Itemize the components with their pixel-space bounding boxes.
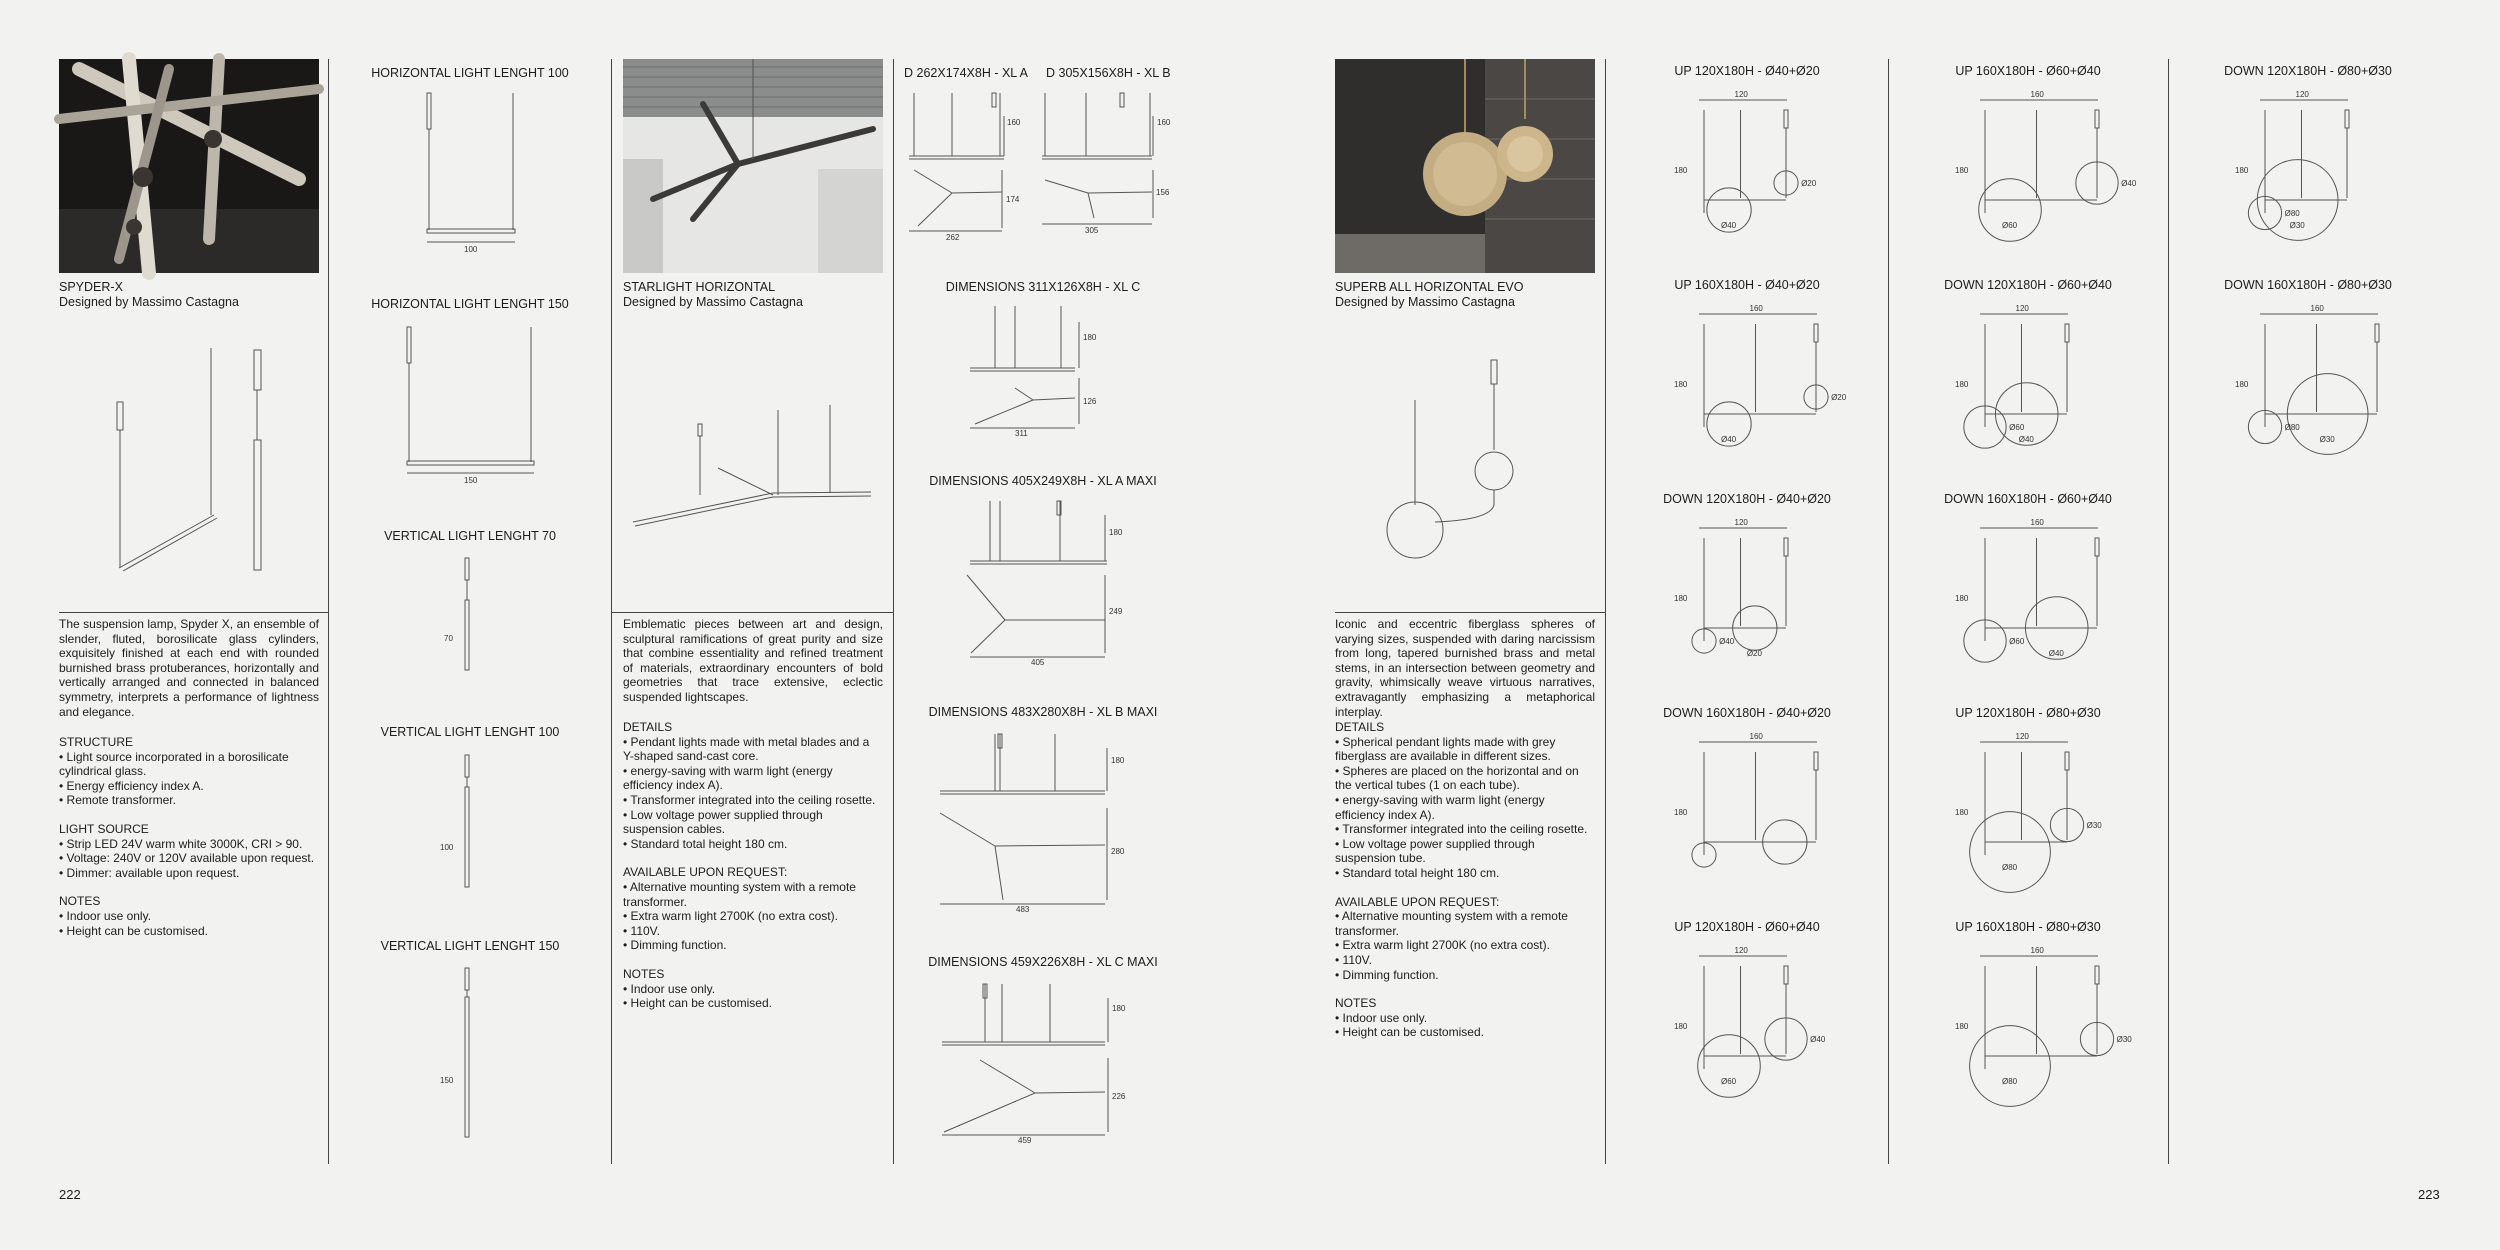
dimension-label: 180 (1674, 808, 1688, 817)
list-item: • Dimming function. (623, 938, 727, 953)
variant-label: DOWN 120X180H - Ø40+Ø20 (1663, 492, 1831, 506)
variant-label: UP 120X180H - Ø60+Ø40 (1674, 920, 1820, 934)
list-item: • Light source incorporated in a borosilicate cylindrical glass. (59, 749, 289, 779)
dimension-label: 180 (1674, 380, 1688, 389)
dimension-label: 180 (1111, 756, 1125, 765)
dimension-label: 160 (1007, 118, 1021, 127)
list-item: • Pendant lights made with metal blades and a Y-shaped sand-cast core. (623, 734, 870, 764)
dimension-label: 150 (464, 476, 478, 485)
divider (893, 59, 894, 1164)
list-item: • Standard total height 180 cm. (623, 836, 788, 851)
list-item: • Height can be customised. (59, 923, 208, 938)
variant-drawing (940, 978, 1126, 1153)
dimension-label: 160 (1157, 118, 1171, 127)
dimension-label: Ø60 (1721, 1077, 1737, 1086)
list-item: • 110V. (1335, 952, 1372, 967)
starlight-description-text: Emblematic pieces between art and design, sculptural ramifications of great purity and size that combine essentiality and refined treatment of materials, extraordinary encounters of bold geometries that trace extensive, eclectic suspended lightscapes. (623, 617, 883, 704)
variant-label: DOWN 160X180H - Ø80+Ø30 (2224, 278, 2392, 292)
dimension-label: 100 (464, 245, 478, 254)
list-item: • Alternative mounting system with a remote transformer. (623, 879, 856, 909)
variant-drawing (400, 322, 545, 487)
spyder-title: SPYDER-X (59, 280, 123, 294)
section-heading: AVAILABLE UPON REQUEST: (1335, 894, 1500, 909)
spyder-photo (59, 59, 319, 273)
starlight-photo (623, 59, 883, 273)
list-item: • Alternative mounting system with a remote transformer. (1335, 909, 1568, 938)
dimension-label: 180 (1109, 528, 1123, 537)
variant-label: DOWN 120X180H - Ø60+Ø40 (1944, 278, 2112, 292)
list-item: • Spheres are placed on the horizontal and on the vertical tubes (1 on each tube). (1335, 763, 1579, 793)
dimension-label: 483 (1016, 905, 1030, 914)
dimension-label: Ø40 (1719, 637, 1735, 646)
dimension-label: 180 (1955, 166, 1969, 175)
starlight-designer: Designed by Massimo Castagna (623, 295, 803, 309)
variant-drawing (1953, 88, 2137, 258)
superb-title-block (1335, 280, 1523, 310)
variant-label: UP 120X180H - Ø40+Ø20 (1674, 64, 1820, 78)
divider (328, 59, 329, 1164)
variant-drawing (440, 555, 500, 675)
list-item: • Dimming function. (1335, 967, 1439, 982)
list-item: • Low voltage power supplied through suspension cables. (623, 807, 823, 837)
dimension-label: 180 (1083, 333, 1097, 342)
dimension-label: 180 (1955, 594, 1969, 603)
variant-drawing (965, 300, 1105, 440)
list-item: • Transformer integrated into the ceiling rosette. (1335, 822, 1588, 837)
page-number-right: 223 (2418, 1187, 2440, 1202)
variant-label: DOWN 160X180H - Ø40+Ø20 (1663, 706, 1831, 720)
variant-drawing (1672, 730, 1842, 900)
variant-label: D 305X156X8H - XL B (1046, 66, 1171, 80)
dimension-label: 150 (440, 1076, 454, 1085)
variant-drawing (1040, 88, 1180, 243)
divider (2168, 59, 2169, 1164)
dimension-label: 120 (1734, 518, 1748, 527)
dimension-label: Ø60 (2009, 637, 2025, 646)
dimension-label: 126 (1083, 397, 1097, 406)
superb-description-text: Iconic and eccentric fiberglass spheres of varying sizes, suspended with daring narcissism from long, tapered burnished brass and metal stems, in an intersection between geometry and gravity, whimsically weave virtuous narratives, extravagantly emphasizing a metaphorical interplay. (1335, 617, 1595, 719)
section-heading: NOTES (1335, 996, 1377, 1011)
dimension-label: 180 (2235, 380, 2249, 389)
superb-title: SUPERB ALL HORIZONTAL EVO (1335, 280, 1524, 294)
list-item: • Dimmer: available upon request. (59, 865, 240, 880)
list-item: • Low voltage power supplied through suspension tube. (1335, 836, 1535, 866)
section-heading: STRUCTURE (59, 735, 133, 749)
variant-label: DIMENSIONS 405X249X8H - XL A MAXI (929, 474, 1157, 488)
variant-drawing (1953, 302, 2123, 472)
dimension-label: 180 (2235, 166, 2249, 175)
variant-drawing (904, 88, 1034, 243)
list-item: • Remote transformer. (59, 793, 176, 808)
dimension-label: 180 (1955, 808, 1969, 817)
dimension-label: 156 (1156, 188, 1170, 197)
dimension-label: 160 (2030, 90, 2044, 99)
spyder-title-block (59, 280, 239, 310)
spyder-description (59, 617, 319, 733)
superb-photo (1335, 59, 1595, 273)
dimension-label: 70 (444, 634, 453, 643)
page-number-left: 222 (59, 1187, 81, 1202)
variant-drawing (935, 728, 1125, 918)
superb-details (1335, 720, 1595, 1054)
starlight-title-block (623, 280, 803, 310)
dimension-label: Ø30 (2086, 821, 2102, 830)
section-heading: AVAILABLE UPON REQUEST: (623, 865, 788, 880)
dimension-label: 180 (1674, 166, 1688, 175)
dimension-label: 120 (1734, 946, 1748, 955)
variant-label: HORIZONTAL LIGHT LENGHT 150 (371, 297, 569, 311)
dimension-label: Ø60 (2002, 221, 2018, 230)
spyder-main-drawing (59, 340, 319, 580)
spyder-designer: Designed by Massimo Castagna (59, 295, 239, 309)
dimension-label: Ø30 (2116, 1035, 2132, 1044)
dimension-label: 120 (2295, 90, 2309, 99)
dimension-label: Ø40 (1810, 1035, 1826, 1044)
dimension-label: Ø20 (1801, 179, 1817, 188)
variant-label: UP 160X180H - Ø80+Ø30 (1955, 920, 2101, 934)
list-item: • Standard total height 180 cm. (1335, 865, 1500, 880)
dimension-label: 160 (2030, 946, 2044, 955)
variant-drawing (1672, 302, 1847, 472)
variant-label: VERTICAL LIGHT LENGHT 150 (380, 939, 560, 953)
variant-label: DIMENSIONS 483X280X8H - XL B MAXI (928, 705, 1158, 719)
variant-drawing (440, 965, 500, 1145)
dimension-label: Ø30 (2289, 221, 2305, 230)
divider (1335, 612, 1605, 613)
list-item: • energy-saving with warm light (energy efficiency index A). (1335, 792, 1545, 822)
dimension-label: Ø80 (2284, 209, 2300, 218)
dimension-label: 174 (1006, 195, 1020, 204)
dimension-label: Ø40 (2018, 435, 2034, 444)
dimension-label: Ø80 (2002, 1077, 2018, 1086)
superb-description (1335, 617, 1595, 733)
variant-drawing (1953, 516, 2123, 686)
variant-label: HORIZONTAL LIGHT LENGHT 100 (371, 66, 569, 80)
starlight-description (623, 617, 883, 719)
dimension-label: Ø80 (2002, 863, 2018, 872)
dimension-label: 180 (1112, 1004, 1126, 1013)
variant-drawing (2233, 88, 2403, 258)
dimension-label: 249 (1109, 607, 1123, 616)
variant-drawing (965, 495, 1123, 670)
list-item: • Energy efficiency index A. (59, 778, 204, 793)
dimension-label: 405 (1031, 658, 1045, 667)
dimension-label: Ø20 (1746, 649, 1762, 658)
variant-label: DIMENSIONS 459X226X8H - XL C MAXI (928, 955, 1158, 969)
variant-label: DOWN 160X180H - Ø60+Ø40 (1944, 492, 2112, 506)
dimension-label: 160 (1749, 304, 1763, 313)
dimension-label: 180 (1674, 594, 1688, 603)
dimension-label: 180 (1955, 380, 1969, 389)
dimension-label: 160 (2030, 518, 2044, 527)
variant-label: D 262X174X8H - XL A (904, 66, 1028, 80)
variant-label: VERTICAL LIGHT LENGHT 70 (384, 529, 556, 543)
list-item: • Strip LED 24V warm white 3000K, CRI > 90. (59, 836, 303, 851)
dimension-label: Ø40 (2048, 649, 2064, 658)
dimension-label: 120 (1734, 90, 1748, 99)
superb-main-drawing (1335, 350, 1595, 570)
dimension-label: 180 (1955, 1022, 1969, 1031)
section-heading: DETAILS (1335, 720, 1385, 734)
variant-drawing (1953, 944, 2132, 1114)
dimension-label: Ø30 (2319, 435, 2335, 444)
dimension-label: 280 (1111, 847, 1125, 856)
divider (1888, 59, 1889, 1164)
variant-label: UP 160X180H - Ø60+Ø40 (1955, 64, 2101, 78)
dimension-label: Ø20 (1831, 393, 1847, 402)
section-heading: LIGHT SOURCE (59, 821, 149, 836)
list-item: • Height can be customised. (623, 996, 772, 1011)
dimension-label: Ø40 (2121, 179, 2137, 188)
dimension-label: 311 (1015, 429, 1028, 438)
section-heading: NOTES (623, 966, 665, 981)
list-item: • Extra warm light 2700K (no extra cost). (1335, 938, 1550, 953)
list-item: • 110V. (623, 923, 660, 938)
variant-label: UP 120X180H - Ø80+Ø30 (1955, 706, 2101, 720)
dimension-label: 226 (1112, 1092, 1126, 1101)
dimension-label: 160 (2310, 304, 2324, 313)
dimension-label: 120 (2015, 304, 2029, 313)
starlight-title: STARLIGHT HORIZONTAL (623, 280, 776, 294)
divider (1605, 59, 1606, 1164)
variant-drawing (1672, 516, 1842, 686)
dimension-label: 180 (1674, 1022, 1688, 1031)
dimension-label: 100 (440, 843, 454, 852)
dimension-label: 160 (1749, 732, 1763, 741)
variant-drawing (1672, 88, 1842, 258)
variant-drawing (2233, 302, 2403, 472)
section-heading: NOTES (59, 894, 101, 909)
dimension-label: 459 (1018, 1136, 1032, 1145)
list-item: • Spherical pendant lights made with grey fiberglass are available in different sizes. (1335, 734, 1556, 764)
list-item: • Voltage: 240V or 120V available upon request. (59, 851, 315, 866)
divider (59, 612, 328, 613)
variant-label: DOWN 120X180H - Ø80+Ø30 (2224, 64, 2392, 78)
dimension-label: 120 (2015, 732, 2029, 741)
list-item: • Height can be customised. (1335, 1025, 1484, 1040)
spyder-description-text: The suspension lamp, Spyder X, an ensemble of slender, fluted, borosilicate glass cylinders, exquisitely finished at each end with rounded burnished brass protuberances, horizontally and vertically arranged and connected in balanced symmetry, interprets a performance of lightness and elegance. (59, 617, 319, 719)
dimension-label: Ø40 (1721, 221, 1737, 230)
variant-drawing (1672, 944, 1842, 1114)
superb-designer: Designed by Massimo Castagna (1335, 295, 1515, 309)
dimension-label: 305 (1085, 226, 1099, 235)
variant-drawing (410, 90, 530, 260)
dimension-label: 262 (946, 233, 960, 242)
spyder-structure (59, 735, 319, 952)
dimension-label: Ø60 (2009, 423, 2025, 432)
section-heading: DETAILS (623, 720, 673, 734)
list-item: • energy-saving with warm light (energy efficiency index A). (623, 763, 833, 793)
variant-label: DIMENSIONS 311X126X8H - XL C (945, 280, 1141, 294)
dimension-label: Ø40 (1721, 435, 1737, 444)
list-item: • Transformer integrated into the ceiling rosette. (623, 792, 876, 807)
variant-label: VERTICAL LIGHT LENGHT 100 (380, 725, 560, 739)
variant-label: UP 160X180H - Ø40+Ø20 (1674, 278, 1820, 292)
variant-drawing (440, 752, 500, 892)
list-item: • Indoor use only. (623, 981, 716, 996)
starlight-details (623, 720, 883, 1025)
variant-drawing (1953, 730, 2123, 900)
starlight-main-drawing (623, 400, 883, 540)
list-item: • Extra warm light 2700K (no extra cost). (623, 909, 838, 924)
divider (611, 612, 893, 613)
list-item: • Indoor use only. (59, 908, 152, 923)
dimension-label: Ø80 (2284, 423, 2300, 432)
list-item: • Indoor use only. (1335, 1010, 1428, 1025)
